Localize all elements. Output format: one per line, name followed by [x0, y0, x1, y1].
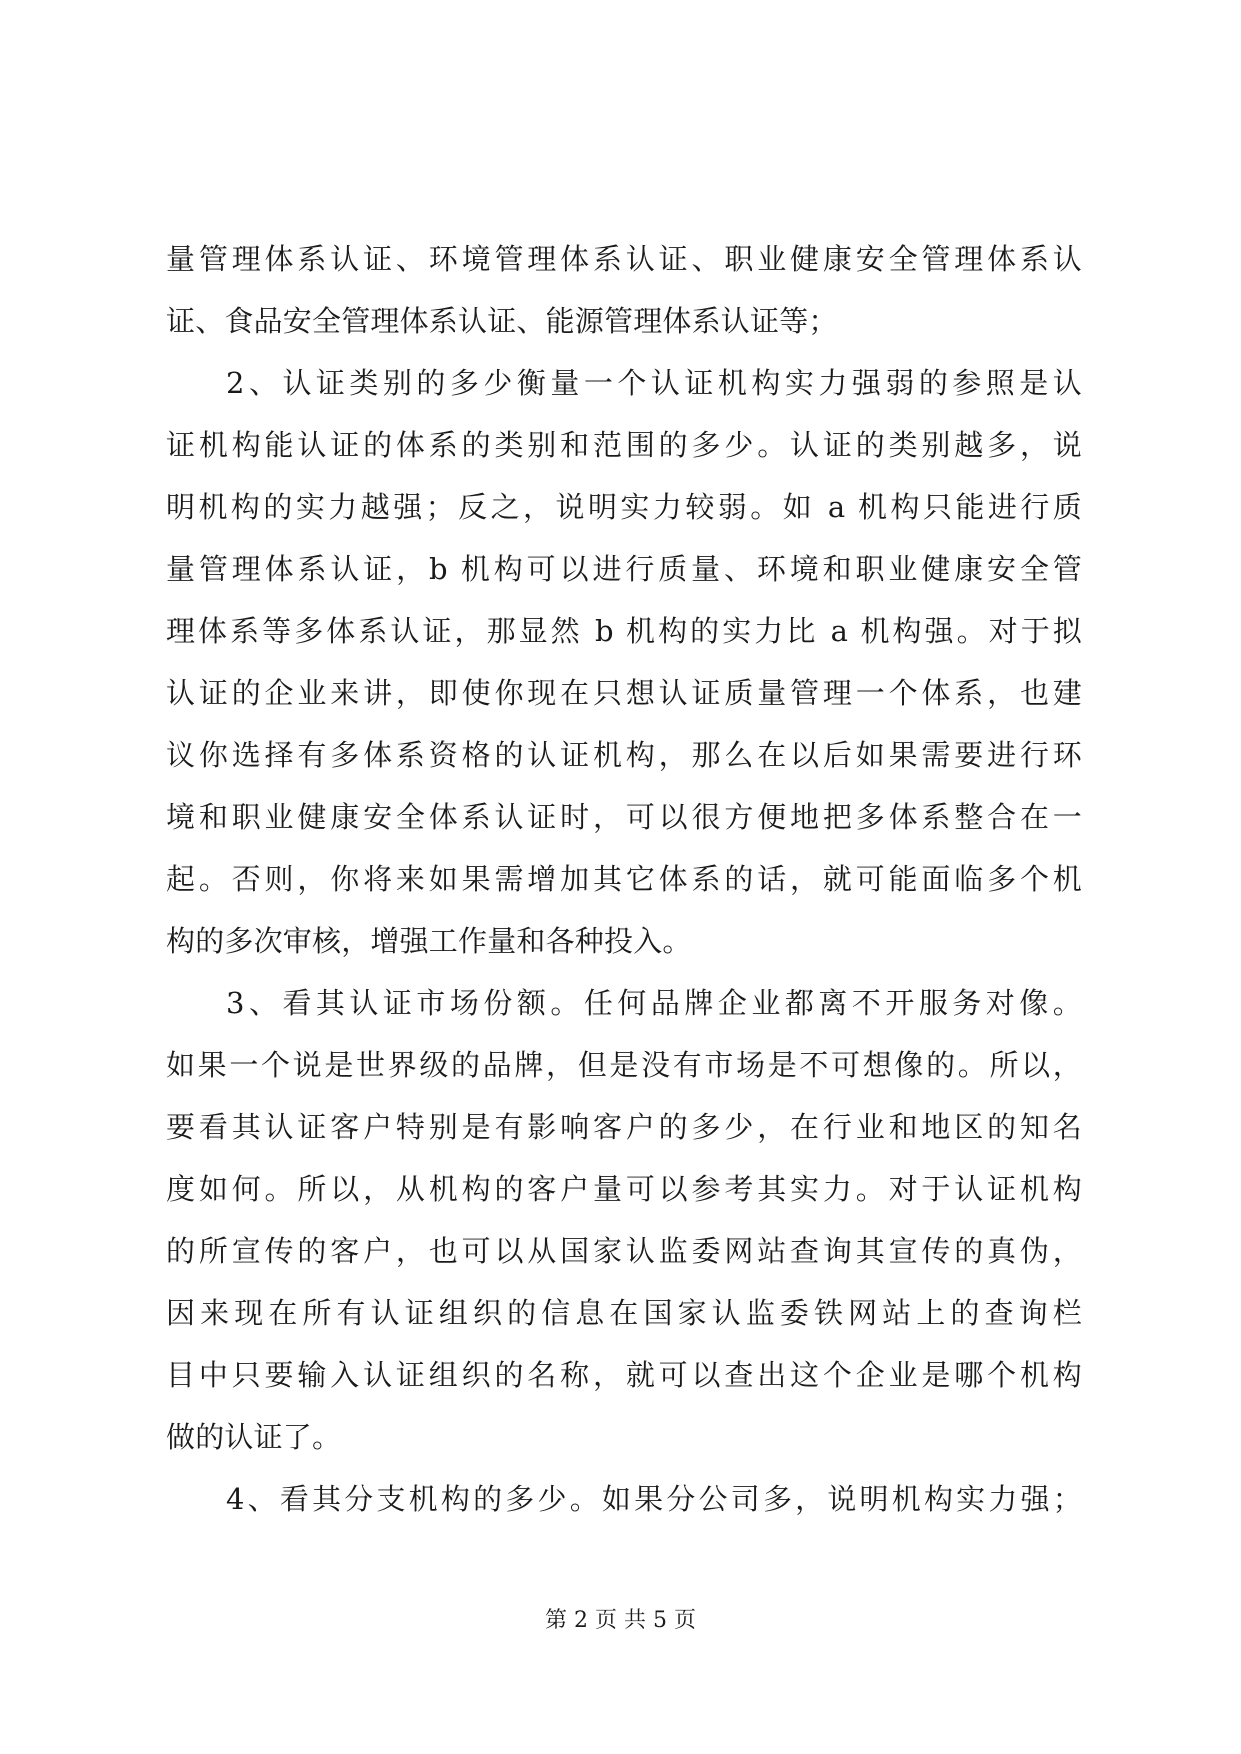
- text-line: 构的多次审核，增强工作量和各种投入。: [166, 924, 692, 958]
- text-line: 量管理体系认证，b 机构可以进行质量、环境和职业健康安全管: [166, 552, 1082, 586]
- paragraph-start-line: 3、看其认证市场份额。任何品牌企业都离不开服务对像。: [226, 986, 1082, 1020]
- text-line: 量管理体系认证、环境管理体系认证、职业健康安全管理体系认: [166, 242, 1082, 276]
- text-line: 境和职业健康安全体系认证时，可以很方便地把多体系整合在一: [166, 800, 1082, 834]
- paragraph-start-line: 2、认证类别的多少衡量一个认证机构实力强弱的参照是认: [226, 366, 1082, 400]
- text-line: 理体系等多体系认证，那显然 b 机构的实力比 a 机构强。对于拟: [166, 614, 1082, 648]
- text-line: 目中只要输入认证组织的名称，就可以查出这个企业是哪个机构: [166, 1358, 1082, 1392]
- text-line: 度如何。所以，从机构的客户量可以参考其实力。对于认证机构: [166, 1172, 1082, 1206]
- text-line: 明机构的实力越强；反之，说明实力较弱。如 a 机构只能进行质: [166, 490, 1082, 524]
- text-line: 议你选择有多体系资格的认证机构，那么在以后如果需要进行环: [166, 738, 1082, 772]
- text-line: 的所宣传的客户，也可以从国家认监委网站查询其宣传的真伪，: [166, 1234, 1082, 1268]
- body-text: [166, 228, 1082, 1530]
- text-line: 证机构能认证的体系的类别和范围的多少。认证的类别越多，说: [166, 428, 1082, 462]
- paragraph-start-line: 4、看其分支机构的多少。如果分公司多，说明机构实力强；: [226, 1482, 1082, 1516]
- page-number-footer: 第 2 页 共 5 页: [545, 1608, 696, 1633]
- text-line: 要看其认证客户特别是有影响客户的多少，在行业和地区的知名: [166, 1110, 1082, 1144]
- text-line: 认证的企业来讲，即使你现在只想认证质量管理一个体系，也建: [166, 676, 1082, 710]
- text-line: 因来现在所有认证组织的信息在国家认监委铁网站上的查询栏: [166, 1296, 1082, 1330]
- text-line: 如果一个说是世界级的品牌，但是没有市场是不可想像的。所以，: [166, 1048, 1082, 1082]
- text-line: 起。否则，你将来如果需增加其它体系的话，就可能面临多个机: [166, 862, 1082, 896]
- text-line: 做的认证了。: [166, 1420, 342, 1454]
- text-line: 证、食品安全管理体系认证、能源管理体系认证等；: [166, 304, 838, 338]
